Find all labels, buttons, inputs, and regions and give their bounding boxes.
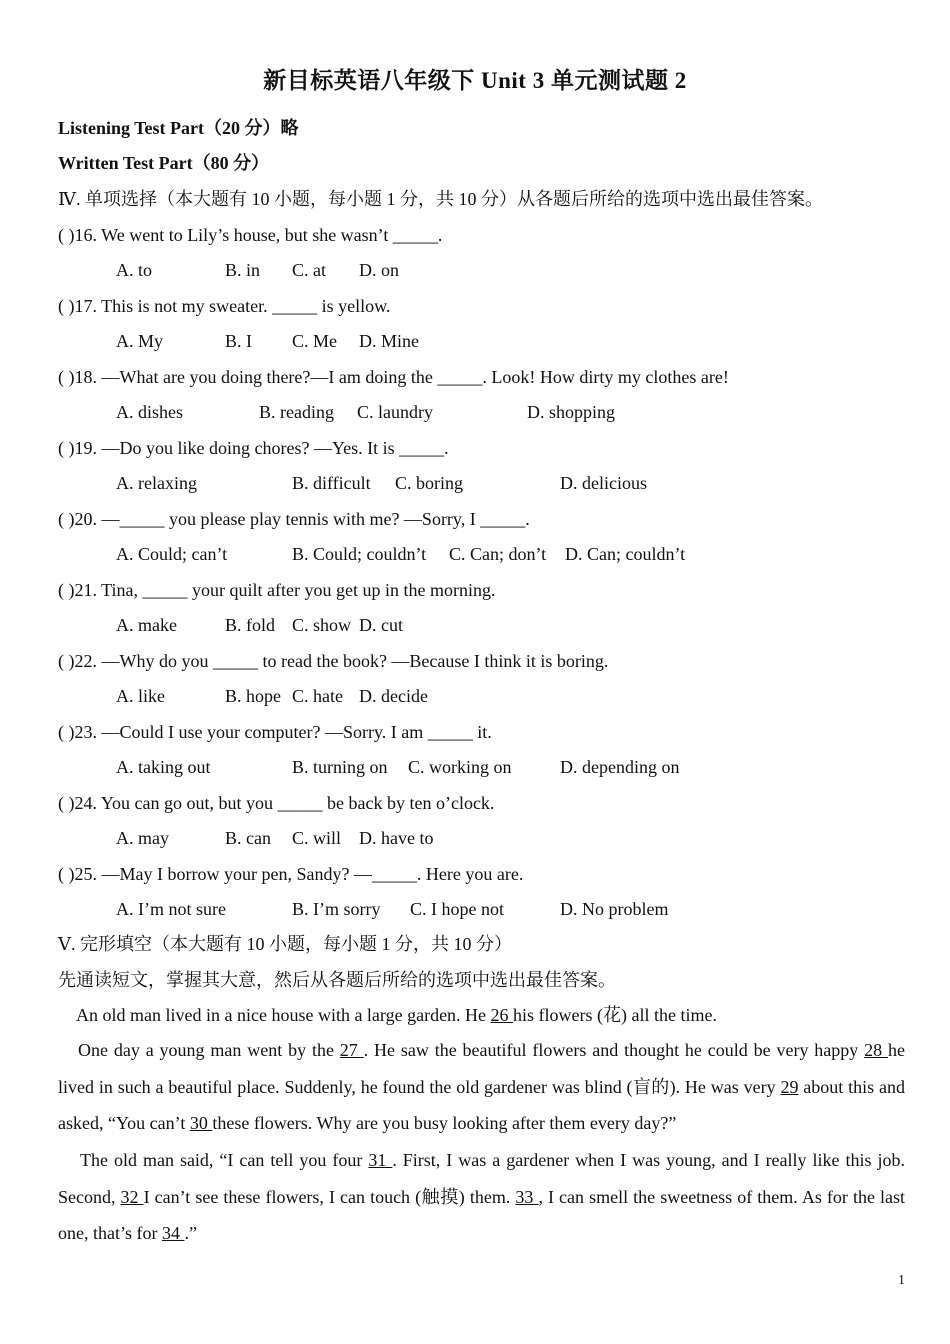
question-23: ( )23. —Could I use your computer? —Sorry. I am _____ it.	[58, 722, 492, 742]
option-d: D. have to	[359, 828, 434, 848]
cloze-text: The old man said, “I can tell you four	[80, 1150, 369, 1170]
document-title: 新目标英语八年级下 Unit 3 单元测试题 2	[263, 68, 687, 93]
option-d: D. shopping	[527, 402, 616, 422]
option-a: A. relaxing	[116, 473, 197, 493]
option-d: D. cut	[359, 615, 403, 635]
blank-28: 28	[864, 1040, 889, 1060]
blank-29: 29	[780, 1076, 799, 1097]
question-18: ( )18. —What are you doing there?—I am doing the _____. Look! How dirty my clothes are!	[58, 367, 729, 387]
option-b: B. I’m sorry	[292, 899, 381, 919]
question-19: ( )19. —Do you like doing chores? —Yes. It is _____.	[58, 438, 449, 458]
section5-instruction: 先通读短文，掌握其大意，然后从各题后所给的选项中选出最佳答案。	[58, 970, 616, 990]
question-17: ( )17. This is not my sweater. _____ is yellow.	[58, 296, 391, 316]
question-25: ( )25. —May I borrow your pen, Sandy? —_____. Here you are.	[58, 864, 524, 884]
option-c: C. I hope not	[410, 899, 504, 919]
option-b: B. in	[225, 260, 261, 280]
option-b: B. I	[225, 331, 252, 351]
question-24: ( )24. You can go out, but you _____ be back by ten o’clock.	[58, 793, 495, 813]
option-d: D. depending on	[560, 757, 680, 777]
option-d: D. Mine	[359, 331, 419, 351]
cloze-text: he lived in such a beautiful place. Suddenly, he found the old gardener was blind (盲的). He was very	[58, 1040, 906, 1097]
cloze-text: . First, I was a gardener when I was young, and I really like this job. Second,	[58, 1150, 906, 1207]
option-b: B. difficult	[292, 473, 371, 493]
option-c: C. at	[292, 260, 326, 280]
cloze-text: about this and asked, “You can’t	[58, 1076, 905, 1133]
written-part-heading: Written Test Part（80 分）	[58, 153, 270, 173]
option-c: C. will	[292, 828, 342, 848]
option-c: C. laundry	[357, 402, 433, 422]
option-d: D. decide	[359, 686, 428, 706]
question-22: ( )22. —Why do you _____ to read the book? —Because I think it is boring.	[58, 651, 609, 671]
option-a: A. Could; can’t	[116, 544, 228, 564]
option-d: D. No problem	[560, 899, 669, 919]
blank-27: 27	[339, 1040, 364, 1060]
option-d: D. delicious	[560, 473, 647, 493]
cloze-text: his flowers (花) all the time.	[513, 1005, 717, 1025]
option-b: B. reading	[259, 402, 334, 422]
cloze-paragraph-3	[58, 1142, 905, 1252]
option-a: A. dishes	[116, 402, 183, 422]
option-b: B. fold	[225, 615, 276, 635]
cloze-text: . He saw the beautiful flowers and thought he could be very happy	[363, 1040, 865, 1060]
question-16: ( )16. We went to Lily’s house, but she wasn’t _____.	[58, 225, 443, 245]
blank-32: 32	[120, 1186, 144, 1207]
option-d: D. Can; couldn’t	[565, 544, 686, 564]
cloze-text: An old man lived in a nice house with a large garden. He	[76, 1005, 491, 1025]
option-c: C. boring	[395, 473, 464, 493]
option-c: C. Me	[292, 331, 337, 351]
section5-heading: Ⅴ. 完形填空（本大题有 10 小题，每小题 1 分，共 10 分）	[58, 934, 512, 954]
option-b: B. turning on	[292, 757, 388, 777]
question-21: ( )21. Tina, _____ your quilt after you get up in the morning.	[58, 580, 496, 600]
blank-31: 31	[368, 1150, 393, 1170]
option-d: D. on	[359, 260, 399, 280]
cloze-text: these flowers. Why are you busy looking after them every day?”	[212, 1113, 677, 1133]
option-b: B. can	[225, 828, 271, 848]
section4-heading: Ⅳ. 单项选择（本大题有 10 小题，每小题 1 分，共 10 分）从各题后所给的选项中选出最佳答案。	[58, 189, 823, 209]
cloze-text: , I can smell the sweetness of them. As for the last one, that’s for	[58, 1186, 905, 1243]
option-c: C. show	[292, 615, 352, 635]
blank-26: 26	[490, 1005, 514, 1025]
page-number: 1	[898, 1273, 905, 1288]
option-c: C. hate	[292, 686, 343, 706]
cloze-text: One day a young man went by the	[78, 1040, 340, 1060]
cloze-paragraph-2	[58, 1032, 905, 1142]
cloze-text: I can’t see these flowers, I can touch (触摸) them.	[143, 1186, 516, 1207]
option-a: A. I’m not sure	[116, 899, 226, 919]
option-c: C. working on	[408, 757, 512, 777]
option-a: A. may	[116, 828, 169, 848]
option-c: C. Can; don’t	[449, 544, 547, 564]
option-b: B. hope	[225, 686, 281, 706]
blank-34: 34	[161, 1223, 185, 1243]
option-a: A. make	[116, 615, 177, 635]
option-a: A. taking out	[116, 757, 211, 777]
option-a: A. like	[116, 686, 165, 706]
blank-30: 30	[189, 1113, 213, 1133]
option-a: A. to	[116, 260, 152, 280]
cloze-paragraph-1	[58, 997, 905, 1034]
option-a: A. My	[116, 331, 164, 351]
listening-part-heading: Listening Test Part（20 分）略	[58, 118, 299, 138]
option-b: B. Could; couldn’t	[292, 544, 427, 564]
blank-33: 33	[515, 1186, 539, 1207]
cloze-text: .”	[184, 1223, 197, 1243]
question-20: ( )20. —_____ you please play tennis with me? —Sorry, I _____.	[58, 509, 530, 529]
